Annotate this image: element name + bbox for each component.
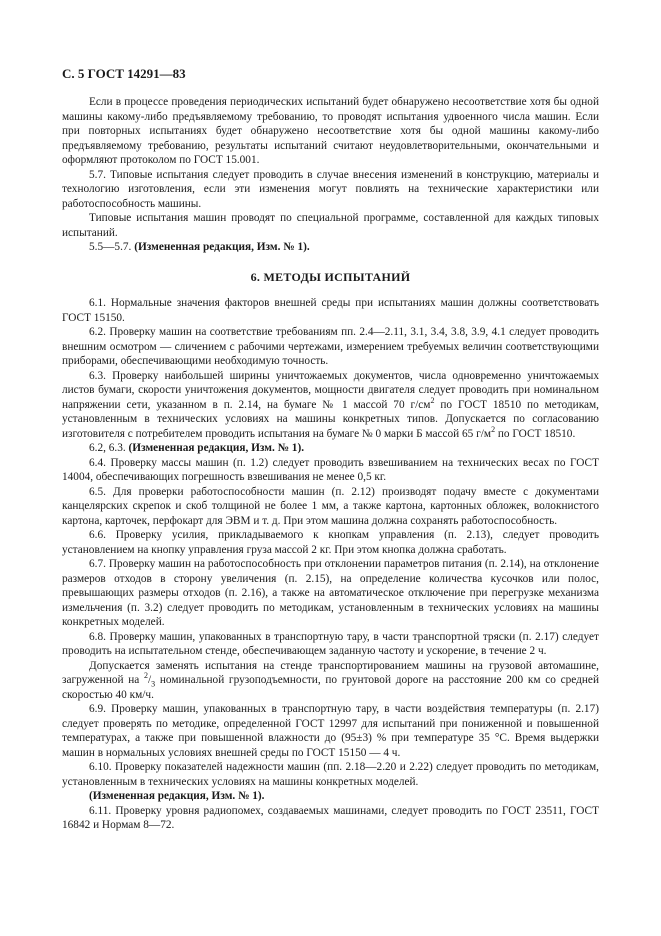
amendment-label: (Измененная редакция, Изм. № 1). [134, 241, 310, 253]
paragraph: 5.7. Типовые испытания следует проводить в случае внесения изменений в конструкцию, материалы и технологию изготовления, если эти изменения могут повлиять на технические характеристики или работоспособность машины. [62, 168, 599, 210]
amendment-prefix: 6.2, 6.3. [89, 442, 126, 454]
amendment-note [62, 789, 599, 804]
paragraph-6-4: 6.4. Проверку массы машин (п. 1.2) следует проводить взвешиванием на технических весах по ГОСТ 14004, обеспечивающих погрешность взвешивания не менее 0,5 кг. [62, 456, 599, 483]
paragraph-6-3 [62, 369, 599, 442]
text-run: номинальной грузоподъемности, по грунтовой дороге на расстояние 200 км со средней скоростью 40 км/ч. [62, 674, 599, 701]
paragraph-6-11: 6.11. Проверку уровня радиопомех, создаваемых машинами, следует проводить по ГОСТ 23511, ГОСТ 16842 и Нормам 8—72. [62, 804, 599, 831]
paragraph-6-1: 6.1. Нормальные значения факторов внешней среды при испытаниях машин должны соответствовать ГОСТ 15150. [62, 297, 599, 324]
amendment-note [62, 441, 599, 456]
document-body [62, 95, 599, 833]
paragraph-6-9: 6.9. Проверку машин, упакованных в транспортную тару, в части воздействия температуры (п. 2.17) следует проверять по методике, определенной ГОСТ 12997 для испытаний при пониженной и повышенной температурах, а также при повышенной влажности до (95±3) % при температуре 35 °С. Время выдержки машин в нормальных условиях внешней среды по ГОСТ 15150 — 4 ч. [62, 703, 599, 759]
page-header: С. 5 ГОСТ 14291—83 [62, 66, 186, 81]
section-title: 6. МЕТОДЫ ИСПЫТАНИЙ [250, 269, 411, 284]
text-run: 6.3. Проверку наибольшей ширины уничтожаемых документов, числа одновременно уничтожаемых листов бумаги, скорости уничтожения документов, мощности двигателя следует проводить при номинальном напряжении сети, указанном в п. 2.14, на бумаге № 1 массой 70 г/см [62, 369, 599, 411]
amendment-prefix: 5.5—5.7. [89, 241, 132, 253]
text-run: по ГОСТ 18510 по методикам, установленным в технических условиях на машины конкретных типов. Допускается по согласованию изготовителя с потребителем проводить испытания на бумаге № 0 марки Б массой 65 г/м [62, 398, 600, 440]
paragraph-6-6: 6.6. Проверку усилия, прикладываемого к кнопкам управления (п. 2.13), следует проводить установлением на кнопку управления груза массой 2 кг. При этом кнопка должна сработать. [62, 529, 599, 556]
fraction-numerator: 2 [144, 671, 149, 681]
paragraph-6-5: 6.5. Для проверки работоспособности машин (п. 2.12) производят подачу вместе с документами канцелярских скрепок и скоб толщиной не более 1 мм, а также картона, картонных обложек, волокнистого картона, карточек, перфокарт для ЭВМ и т. д. При этом машина должна сохранять работоспособность. [62, 485, 599, 527]
paragraph: Если в процессе проведения периодических испытаний будет обнаружено несоответствие хотя бы одной машины какому-либо предъявляемому требованию, то проводят испытания удвоенного числа машин. Если при повторных испытаниях будет обнаружено несоответствие хотя бы одной машины какому-либо предъявляемому требованию, результаты испытаний считают неудовлетворительными, окончательными и оформляют протоколом по ГОСТ 15.001. [62, 96, 599, 166]
fraction-denominator: 3 [151, 679, 156, 689]
amendment-label: (Измененная редакция, Изм. № 1). [89, 790, 265, 802]
paragraph-6-8-alt: Допускается заменять испытания на стенде транспортированием машины на грузовой автомашине, загруженной на $^2/_3$ номинальной грузоподъемности, по грунтовой дороге на расстояние 200 км со средней скоростью 40 км/ч. [62, 659, 599, 701]
paragraph-6-2: 6.2. Проверку машин на соответствие требованиям пп. 2.4—2.11, 3.1, 3.4, 3.8, 3.9, 4.1 следует проводить внешним осмотром — сличением с рабочими чертежами, измерением требуемых величин соответствующими приборами, обеспечивающими необходимую точность. [62, 326, 599, 367]
superscript: 2 [430, 395, 435, 405]
text-run: по ГОСТ 18510. [495, 427, 576, 440]
paragraph-6-7: 6.7. Проверку машин на работоспособность при отклонении параметров питания (п. 2.14), на отклонение размеров отходов в сторону увеличения (п. 2.15), на определение количества кусочков или полос, превышающих размеры отходов (п. 2.16), а также на автоматическое отключение при перегрузке механизма измельчения (п. 3.2) следует проводить по методикам, установленным в технических условиях на машины конкретных моделей. [62, 558, 599, 628]
amendment-label: (Измененная редакция, Изм. № 1). [128, 442, 305, 454]
paragraph: Типовые испытания машин проводят по специальной программе, составленной для каждых типовых испытаний. [62, 212, 599, 239]
amendment-note [62, 240, 599, 255]
paragraph-6-10: 6.10. Проверку показателей надежности машин (пп. 2.18—2.20 и 2.22) следует проводить по методикам, установленным в технических условиях на машины конкретных моделей. [62, 761, 599, 788]
superscript: 2 [491, 424, 496, 434]
text-run: Допускается заменять испытания на стенде транспортированием машины на грузовой автомашине, загруженной на [62, 659, 599, 686]
paragraph-6-8: 6.8. Проверку машин, упакованных в транспортную тару, в части транспортной тряски (п. 2.17) следует проводить на испытательном стенде, обеспечивающем заданную частоту и ускорение, в течение 2 ч. [62, 630, 599, 657]
